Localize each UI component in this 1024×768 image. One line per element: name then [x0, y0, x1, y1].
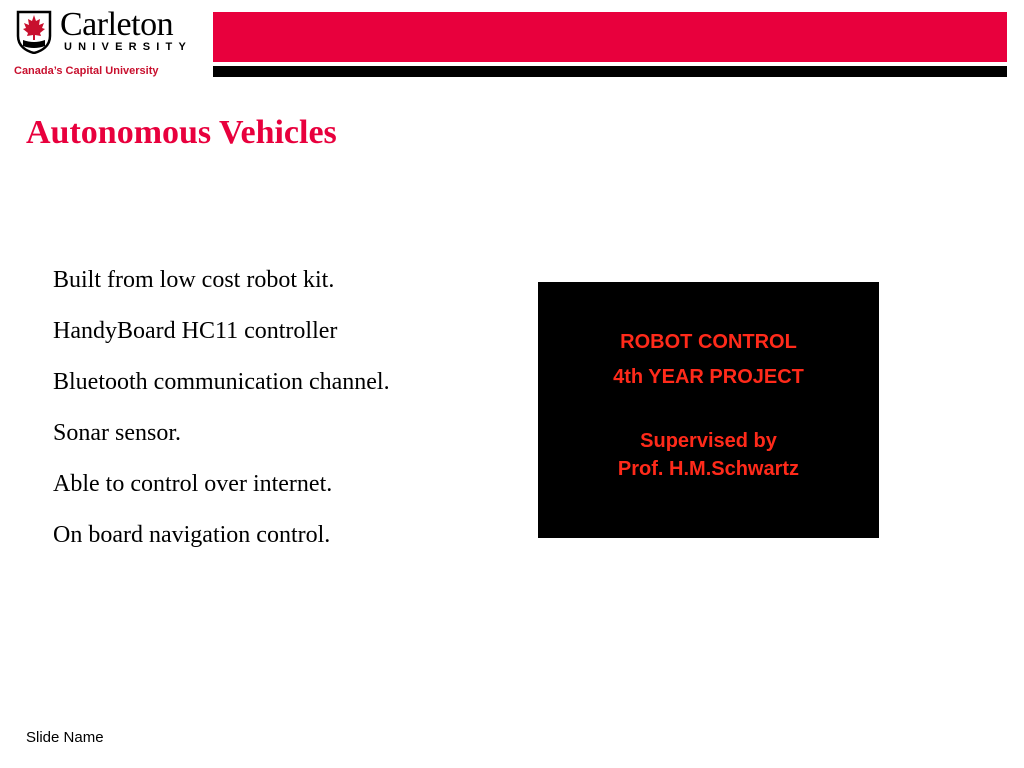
logo-tagline: Canada’s Capital University	[14, 65, 159, 77]
maple-leaf-shield-icon	[16, 10, 52, 54]
bullet-item: On board navigation control.	[53, 522, 331, 548]
bullet-item: Able to control over internet.	[53, 471, 333, 497]
bullet-item: HandyBoard HC11 controller	[53, 318, 338, 344]
video-title-line: ROBOT CONTROL	[620, 331, 797, 353]
video-supervised-line: Supervised by	[640, 430, 777, 452]
footer-slide-name: Slide Name	[26, 729, 104, 746]
video-frame[interactable]	[538, 282, 879, 538]
carleton-logo	[14, 8, 194, 78]
header-black-bar	[213, 66, 1007, 77]
logo-wordmark: Carleton	[60, 6, 174, 43]
bullet-list	[53, 255, 390, 561]
slide-title: Autonomous Vehicles	[26, 114, 337, 151]
logo-university: UNIVERSITY	[64, 41, 193, 53]
video-supervisor-line: Prof. H.M.Schwartz	[617, 458, 800, 480]
bullet-item: Built from low cost robot kit.	[53, 267, 335, 293]
video-subtitle-line: 4th YEAR PROJECT	[613, 366, 804, 388]
bullet-item: Bluetooth communication channel.	[53, 369, 390, 395]
bullet-item: Sonar sensor.	[53, 420, 181, 446]
header-red-bar	[213, 12, 1007, 62]
